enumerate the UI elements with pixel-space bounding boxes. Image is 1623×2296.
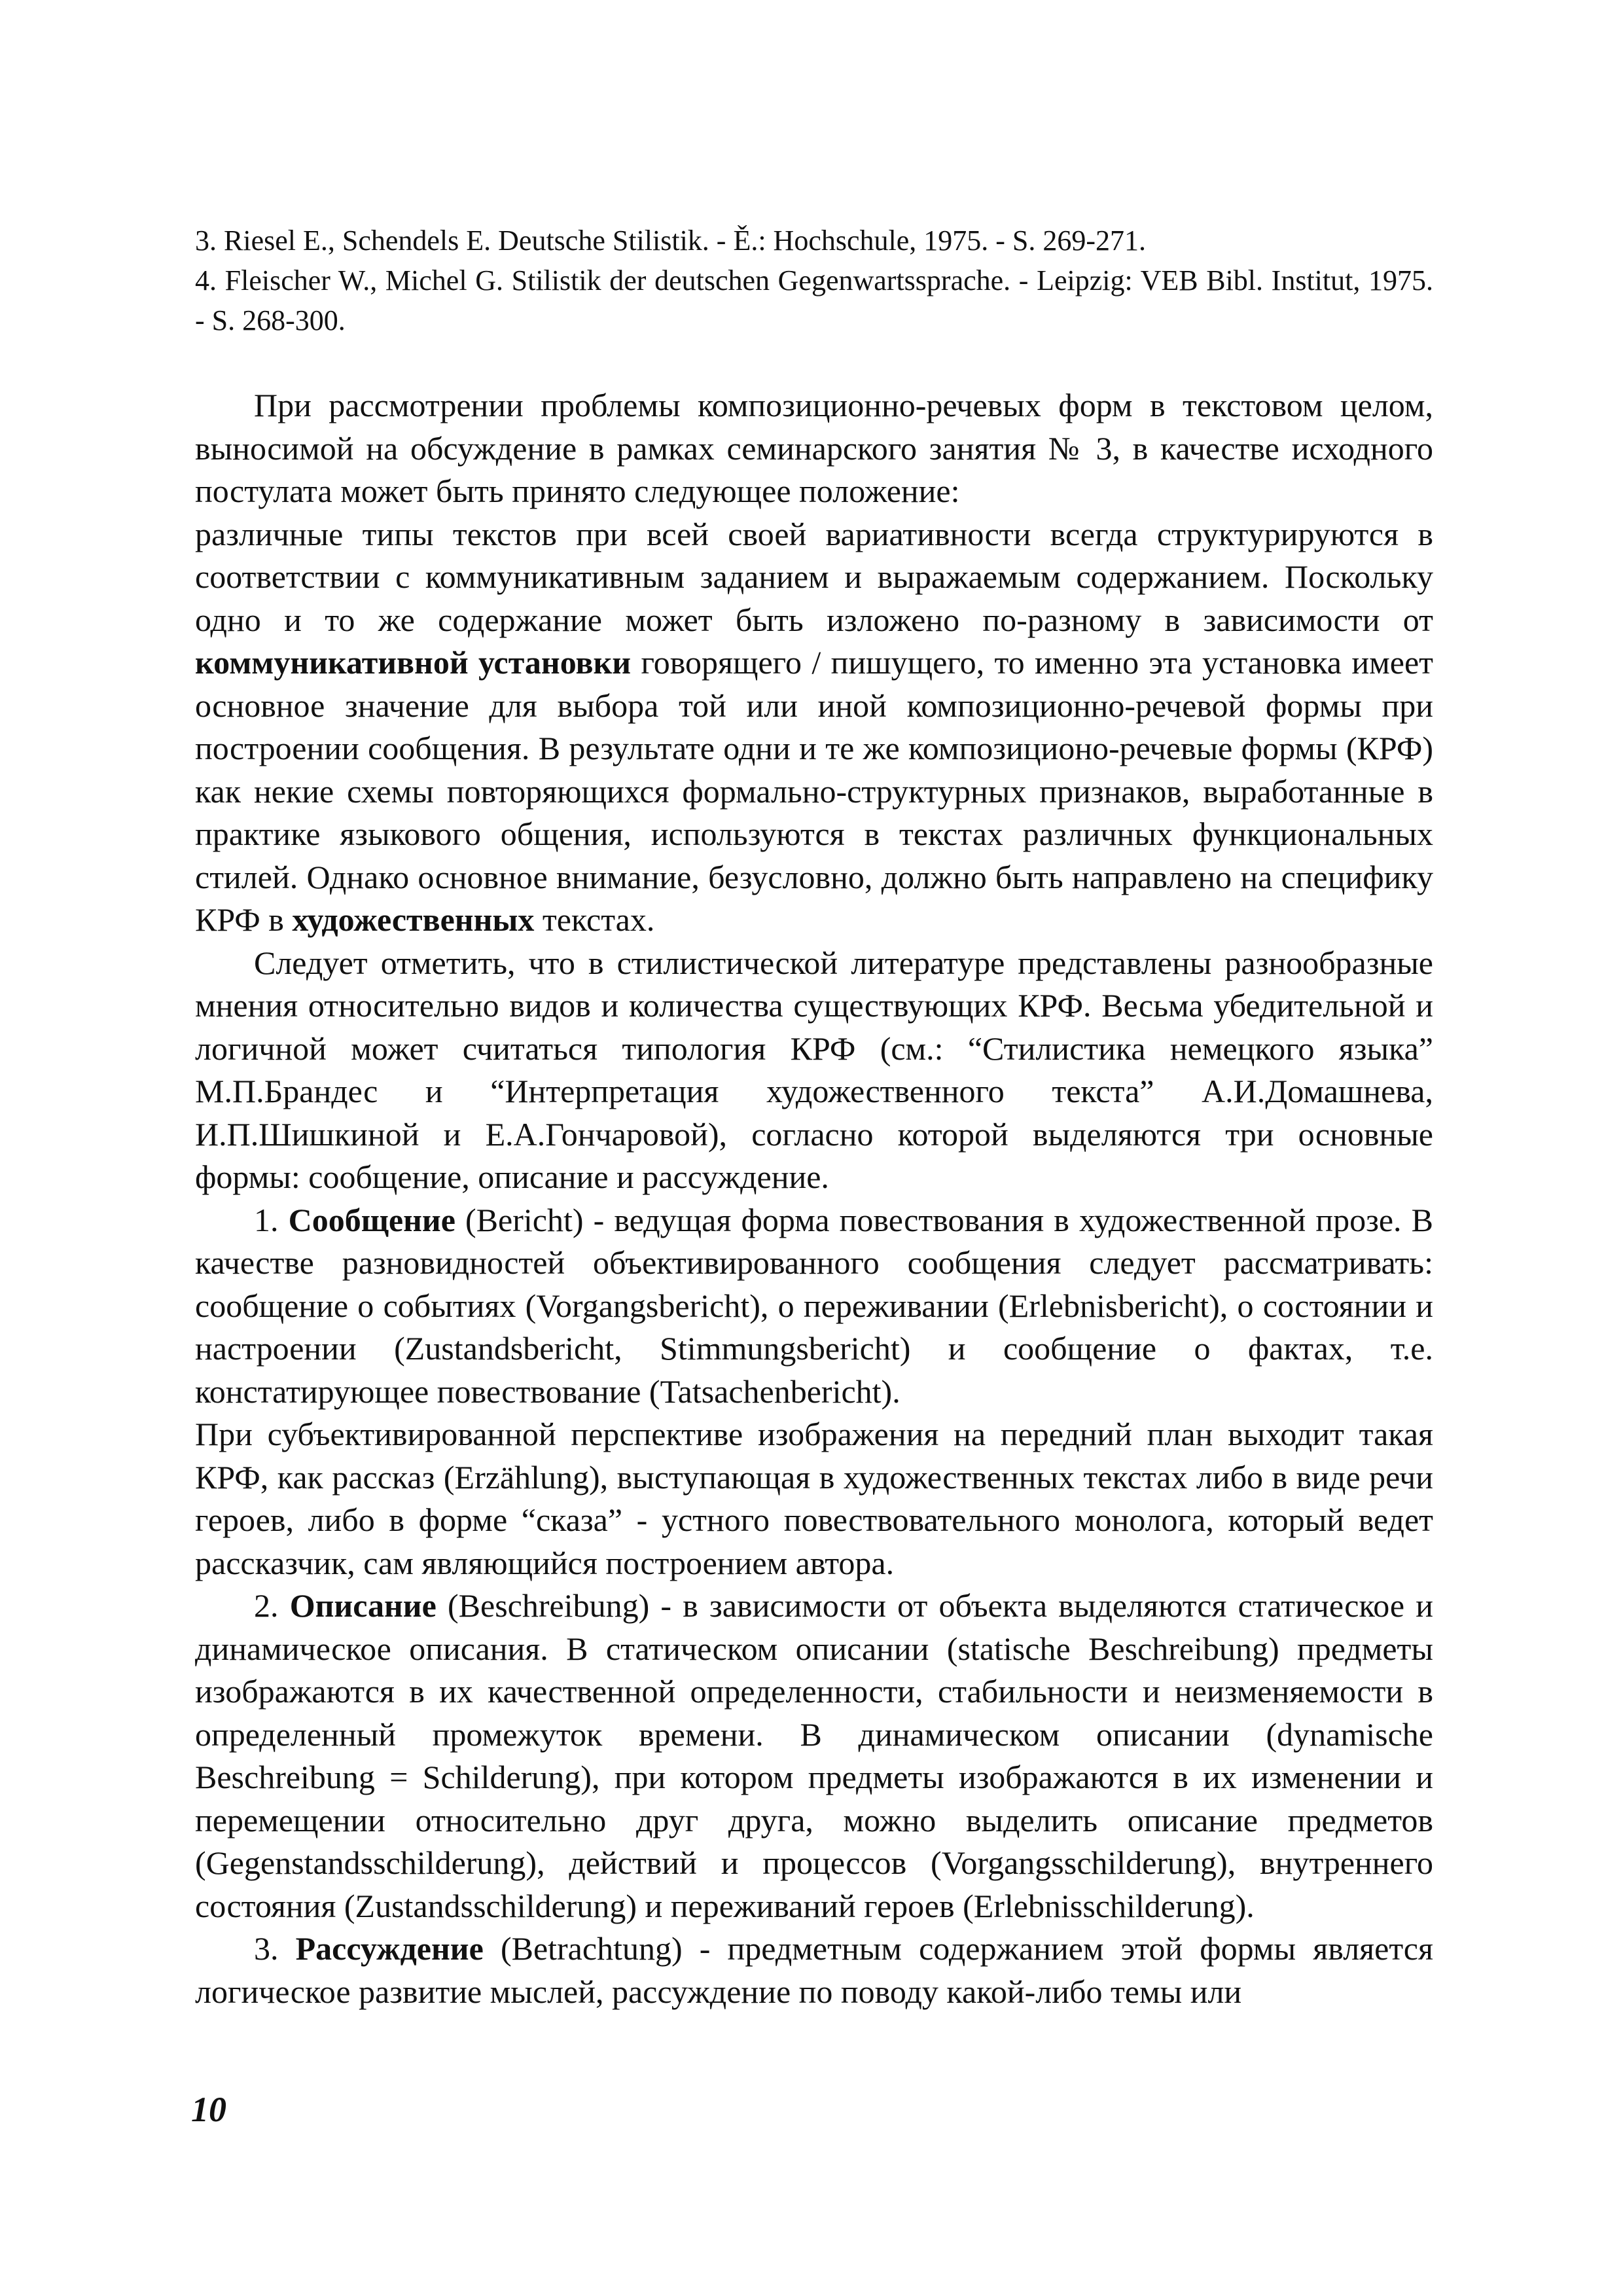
reference-item: 4. Fleischer W., Michel G. Stilistik der deutschen Gegenwartssprache. - Leipzig: VEB Bibl. Institut, 1975. - S. 268-300.	[195, 264, 1433, 336]
emphasis-term: художественных	[292, 901, 535, 938]
form-term: Рассуждение	[295, 1930, 484, 1967]
intro-thesis-paragraph: различные типы текстов при всей своей вариативности всегда структурируются в соответствии с коммуникативным заданием и выражаемым содержанием. Поскольку одно и то же содержание может быть изложено по-разному в зависимости от коммуникативной установки говорящего / пишущего, то именно эта установка имеет основное значение для выбора той или иной композиционно-речевой формы при построении сообщения. В результате одни и те же композиционо-речевые формы (КРФ) как некие схемы повторяющихся формально-структурных признаков, выработанные в практике языкового общения, используются в текстах различных функциональных стилей. Однако основное внимание, безусловно, должно быть направлено на специфику КРФ в художественных текстах.	[195, 515, 1433, 938]
reference-item: 3. Riesel E., Schendels E. Deutsche Stilistik. - Ě.: Hochschule, 1975. - S. 269-271.	[195, 224, 1147, 257]
page-number: 10	[191, 2090, 226, 2129]
form-term: Описание	[289, 1587, 437, 1624]
main-text	[195, 384, 1433, 2013]
form-item-description: 2. Описание (Beschreibung) - в зависимости от объекта выделяются статическое и динамическое описания. В статическом описании (statische Beschreibung) предметы изображаются в их качественной определенности, стабильности и неизменяемости в определенный промежуток времени. В динамическом описании (dynamische Beschreibung = Schilderung), при котором предметы изображаются в их изменении и перемещении относительно друг друга, можно выделить описание предметов (Gegenstandsschilderung), действий и процессов (Vorgangsschilderung), внутреннего состояния (Zustandsschilderung) и переживаний героев (Erlebnisschilderung).	[195, 1587, 1434, 1924]
form-item-report: 1. Сообщение (Bericht) - ведущая форма повествования в художественной прозе. В качестве разновидностей объективированного сообщения следует рассматривать: сообщение о событиях (Vorgangsbericht), о переживании (Erlebnisbericht), о состоянии и настроении (Zustandsbericht, Stimmungsbericht) и сообщение о фактах, т.е. констатирующее повествование (Tatsachenbericht).	[195, 1201, 1434, 1410]
form-item-report-continued: При субъективированной перспективе изображения на передний план выходит такая КРФ, как рассказ (Erzählung), выступающая в художественных текстах либо в виде речи героев, либо в форме “сказа” - устного повествовательного монолога, который ведет рассказчик, сам являющийся построением автора.	[195, 1416, 1433, 1581]
emphasis-term: коммуникативной установки	[195, 644, 632, 681]
form-item-reasoning: 3. Рассуждение (Betrachtung) - предметным содержанием этой формы является логическое развитие мыслей, рассуждение по поводу какой-либо темы или	[195, 1930, 1433, 2010]
typology-paragraph: Следует отметить, что в стилистической литературе представлены разнообразные мнения относительно видов и количества существующих КРФ. Весьма убедительной и логичной может считаться типология КРФ (см.: “Стилистика немецкого языка” М.П.Брандес и “Интерпретация художественного текста” А.И.Домашнева, И.П.Шишкиной и Е.А.Гончаровой), согласно которой выделяются три основные формы: сообщение, описание и рассуждение.	[195, 944, 1433, 1195]
reference-list	[195, 221, 1433, 340]
form-term: Сообщение	[288, 1201, 455, 1238]
intro-paragraph: При рассмотрении проблемы композиционно-речевых форм в текстовом целом, выносимой на обсуждение в рамках семинарского занятия № 3, в качестве исходного постулата может быть принято следующее положение:	[195, 387, 1433, 509]
